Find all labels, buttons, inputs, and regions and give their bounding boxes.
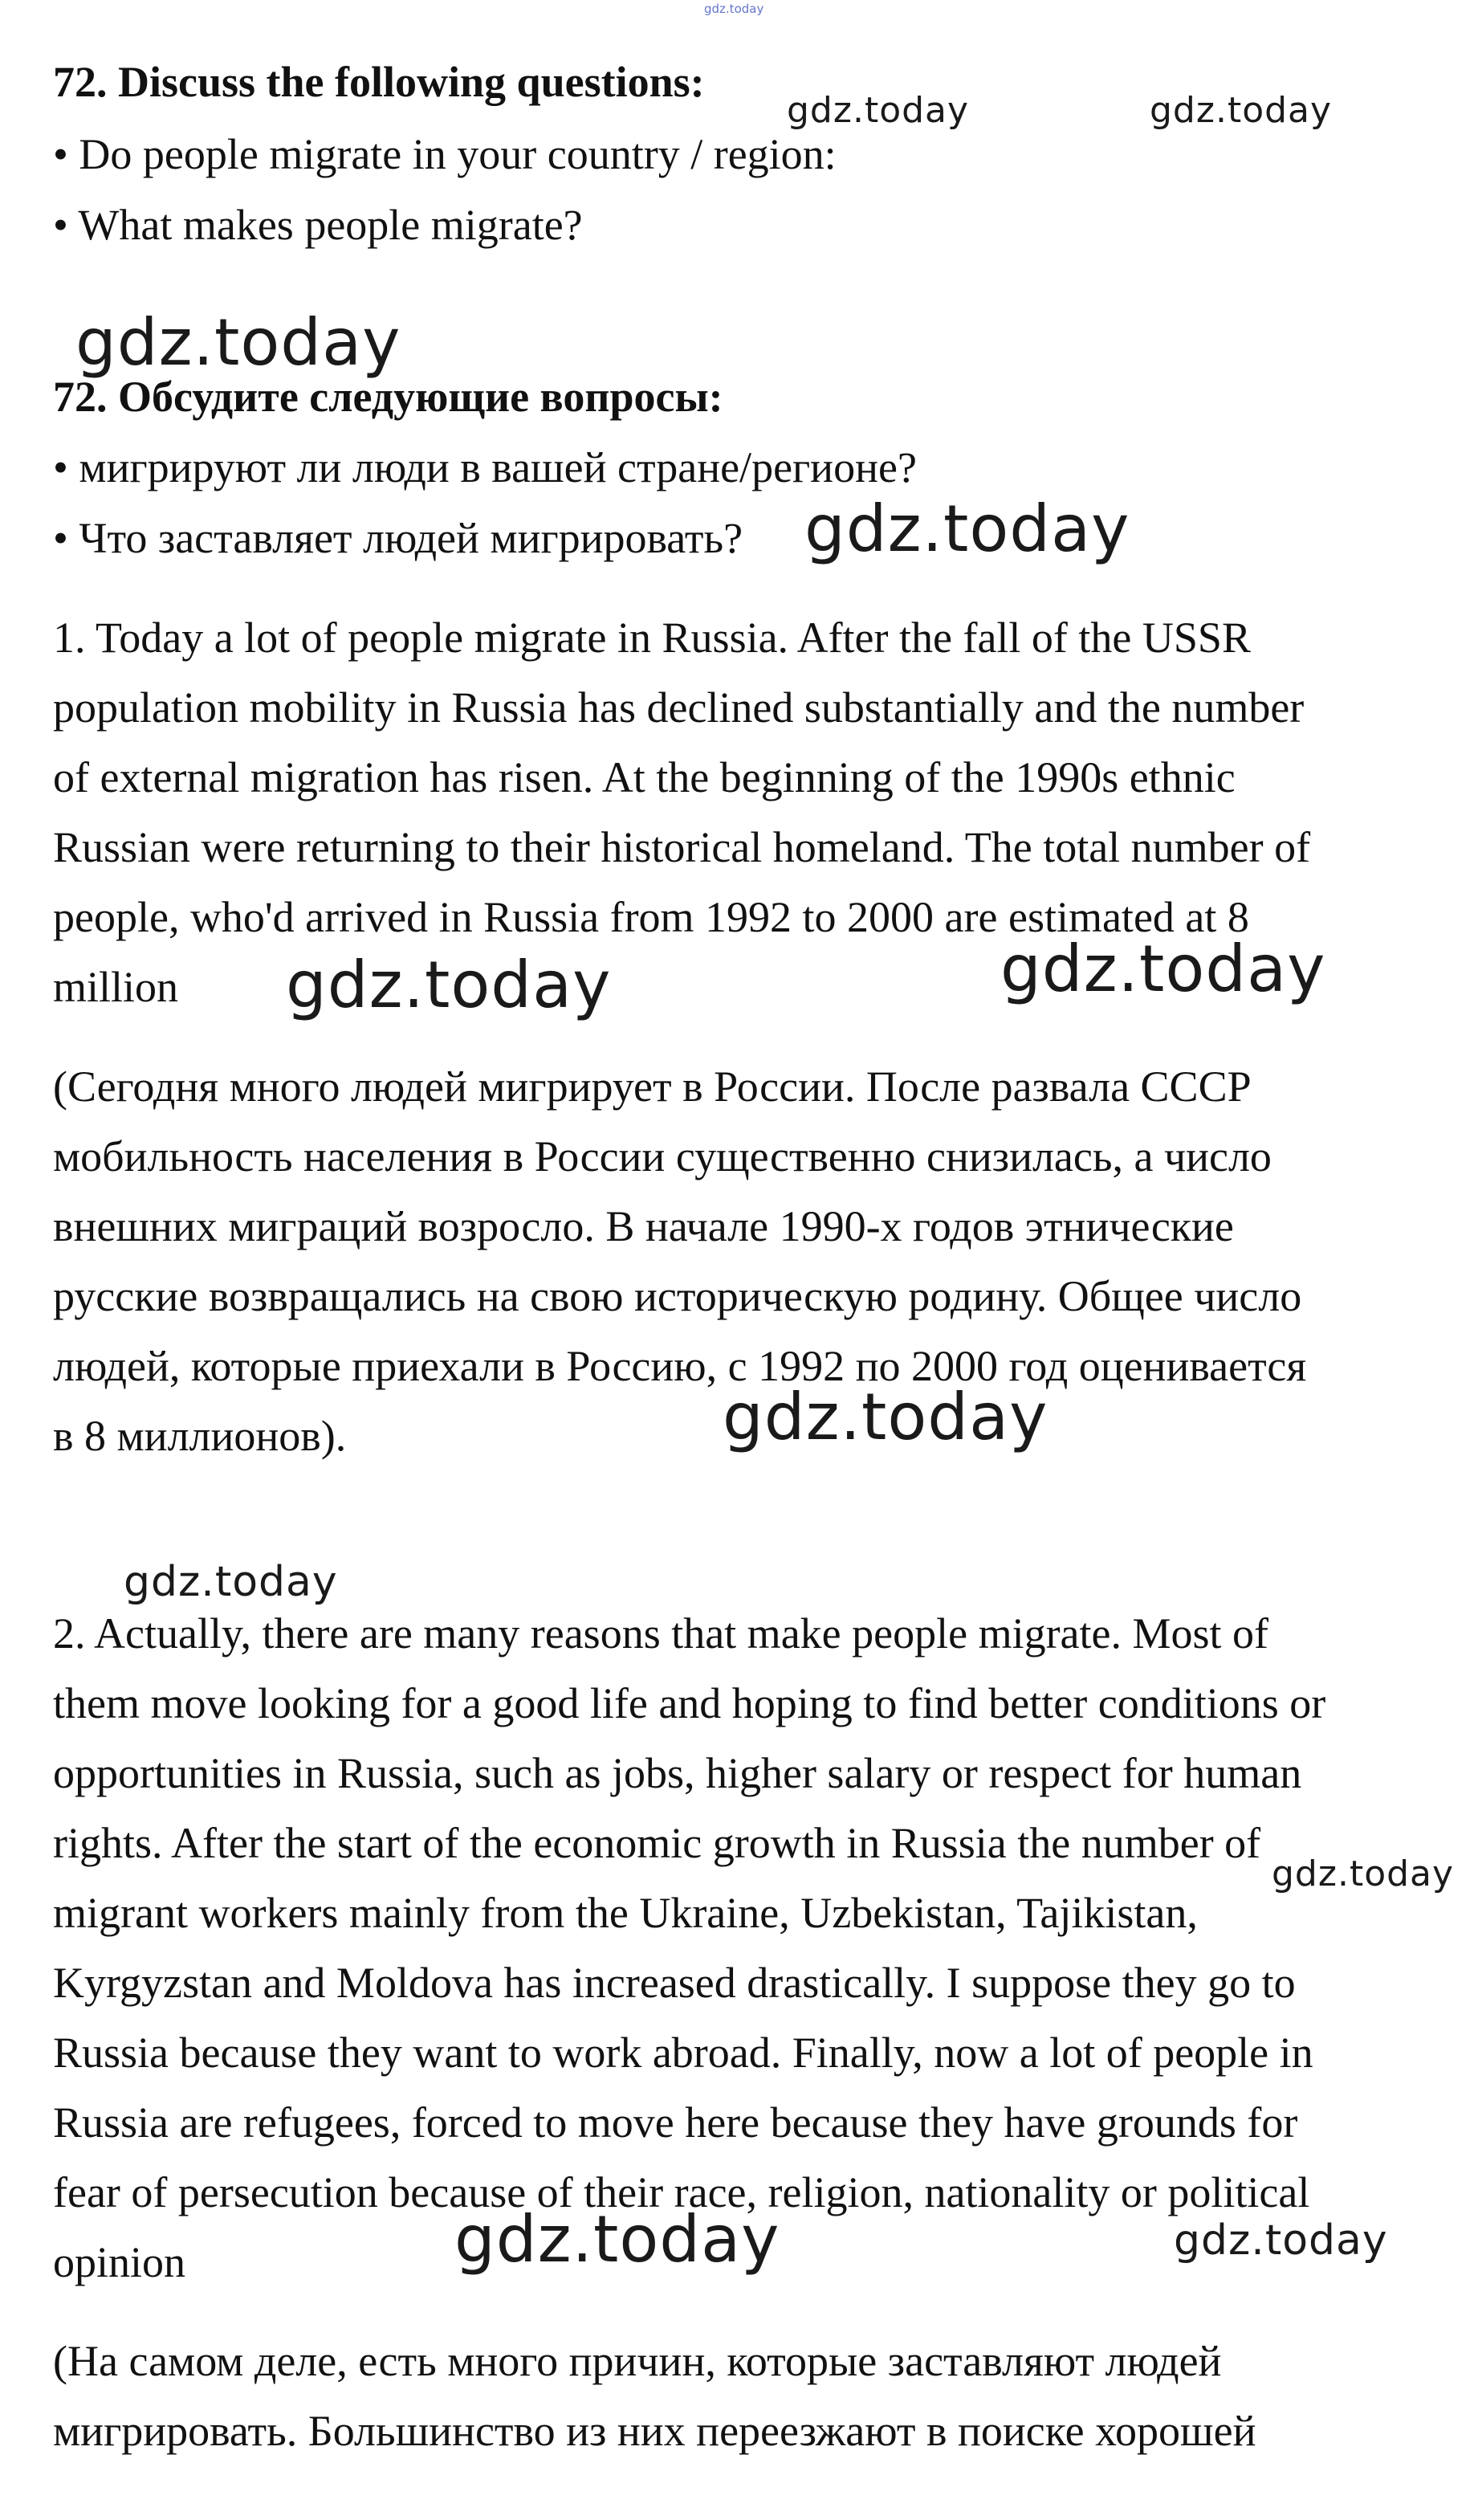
answer2-ru-line: (На самом деле, есть много причин, которые заставляют людей <box>53 2337 1222 2385</box>
answer2-en-line: 2. Actually, there are many reasons that make people migrate. Most of <box>53 1609 1269 1658</box>
watermark: gdz.today <box>1000 932 1326 1006</box>
answer1-ru-line: русские возвращались на свою историческую родину. Общее число <box>53 1272 1302 1320</box>
answer1-en-line: million <box>53 963 179 1011</box>
watermark: gdz.today <box>1150 90 1333 131</box>
watermark: gdz.today <box>75 305 401 380</box>
answer1-en-line: population mobility in Russia has declined substantially and the number <box>53 683 1305 732</box>
question-ru-title: 72. Обсудите следующие вопросы: <box>53 373 723 421</box>
question-ru-bullet: • Что заставляет людей мигрировать? <box>53 514 743 562</box>
answer2-en-line: fear of persecution because of their race, religion, nationality or political <box>53 2168 1310 2216</box>
watermark: gdz.today <box>723 1380 1048 1454</box>
answer2-en-line: rights. After the start of the economic growth in Russia the number of <box>53 1819 1261 1867</box>
watermark: gdz.today <box>1272 1853 1455 1894</box>
answer2-en-line: them move looking for a good life and hoping to find better conditions or <box>53 1679 1326 1727</box>
answer1-en-line: of external migration has risen. At the beginning of the 1990s ethnic <box>53 753 1236 801</box>
watermark: gdz.today <box>1174 2216 1388 2265</box>
answer2-en-line: opportunities in Russia, such as jobs, higher salary or respect for human <box>53 1749 1302 1797</box>
watermark: gdz.today <box>286 948 612 1022</box>
watermark: gdz.today <box>804 491 1130 566</box>
watermark: gdz.today <box>454 2202 780 2277</box>
answer1-ru-line: мобильность населения в России существенно снизилась, а число <box>53 1132 1272 1180</box>
answer1-ru-line: внешних миграций возросло. В начале 1990-х годов этнические <box>53 1202 1234 1250</box>
answer2-en-line: migrant workers mainly from the Ukraine, Uzbekistan, Tajikistan, <box>53 1889 1198 1937</box>
answer1-en-line: 1. Today a lot of people migrate in Russia. After the fall of the USSR <box>53 614 1251 662</box>
answer1-en-line: people, who'd arrived in Russia from 1992 to 2000 are estimated at 8 <box>53 893 1249 941</box>
answer1-ru-line: в 8 миллионов). <box>53 1412 347 1460</box>
question-en-bullet: • Do people migrate in your country / region: <box>53 130 837 178</box>
watermark: gdz.today <box>787 90 970 131</box>
answer1-en-line: Russian were returning to their historical homeland. The total number of <box>53 823 1311 871</box>
answer2-ru-line: мигрировать. Большинство из них переезжают в поиске хорошей <box>53 2407 1256 2455</box>
answer2-en-line: opinion <box>53 2238 186 2286</box>
question-ru-bullet: • мигрируют ли люди в вашей стране/регионе? <box>53 443 917 491</box>
answer1-ru-line: (Сегодня много людей мигрирует в России. После развала СССР <box>53 1062 1252 1111</box>
answer2-en-line: Russia because they want to work abroad. Finally, now a lot of people in <box>53 2029 1313 2077</box>
answer1-ru-line: людей, которые приехали в Россию, с 1992 по 2000 год оценивается <box>53 1342 1307 1390</box>
watermark: gdz.today <box>124 1558 338 1606</box>
answer2-en-line: Russia are refugees, forced to move here because they have grounds for <box>53 2098 1298 2147</box>
answer2-en-line: Kyrgyzstan and Moldova has increased drastically. I suppose they go to <box>53 1959 1296 2007</box>
question-en-bullet: • What makes people migrate? <box>53 201 583 249</box>
question-en-title: 72. Discuss the following questions: <box>53 58 705 106</box>
top-watermark: gdz.today <box>704 2 764 16</box>
